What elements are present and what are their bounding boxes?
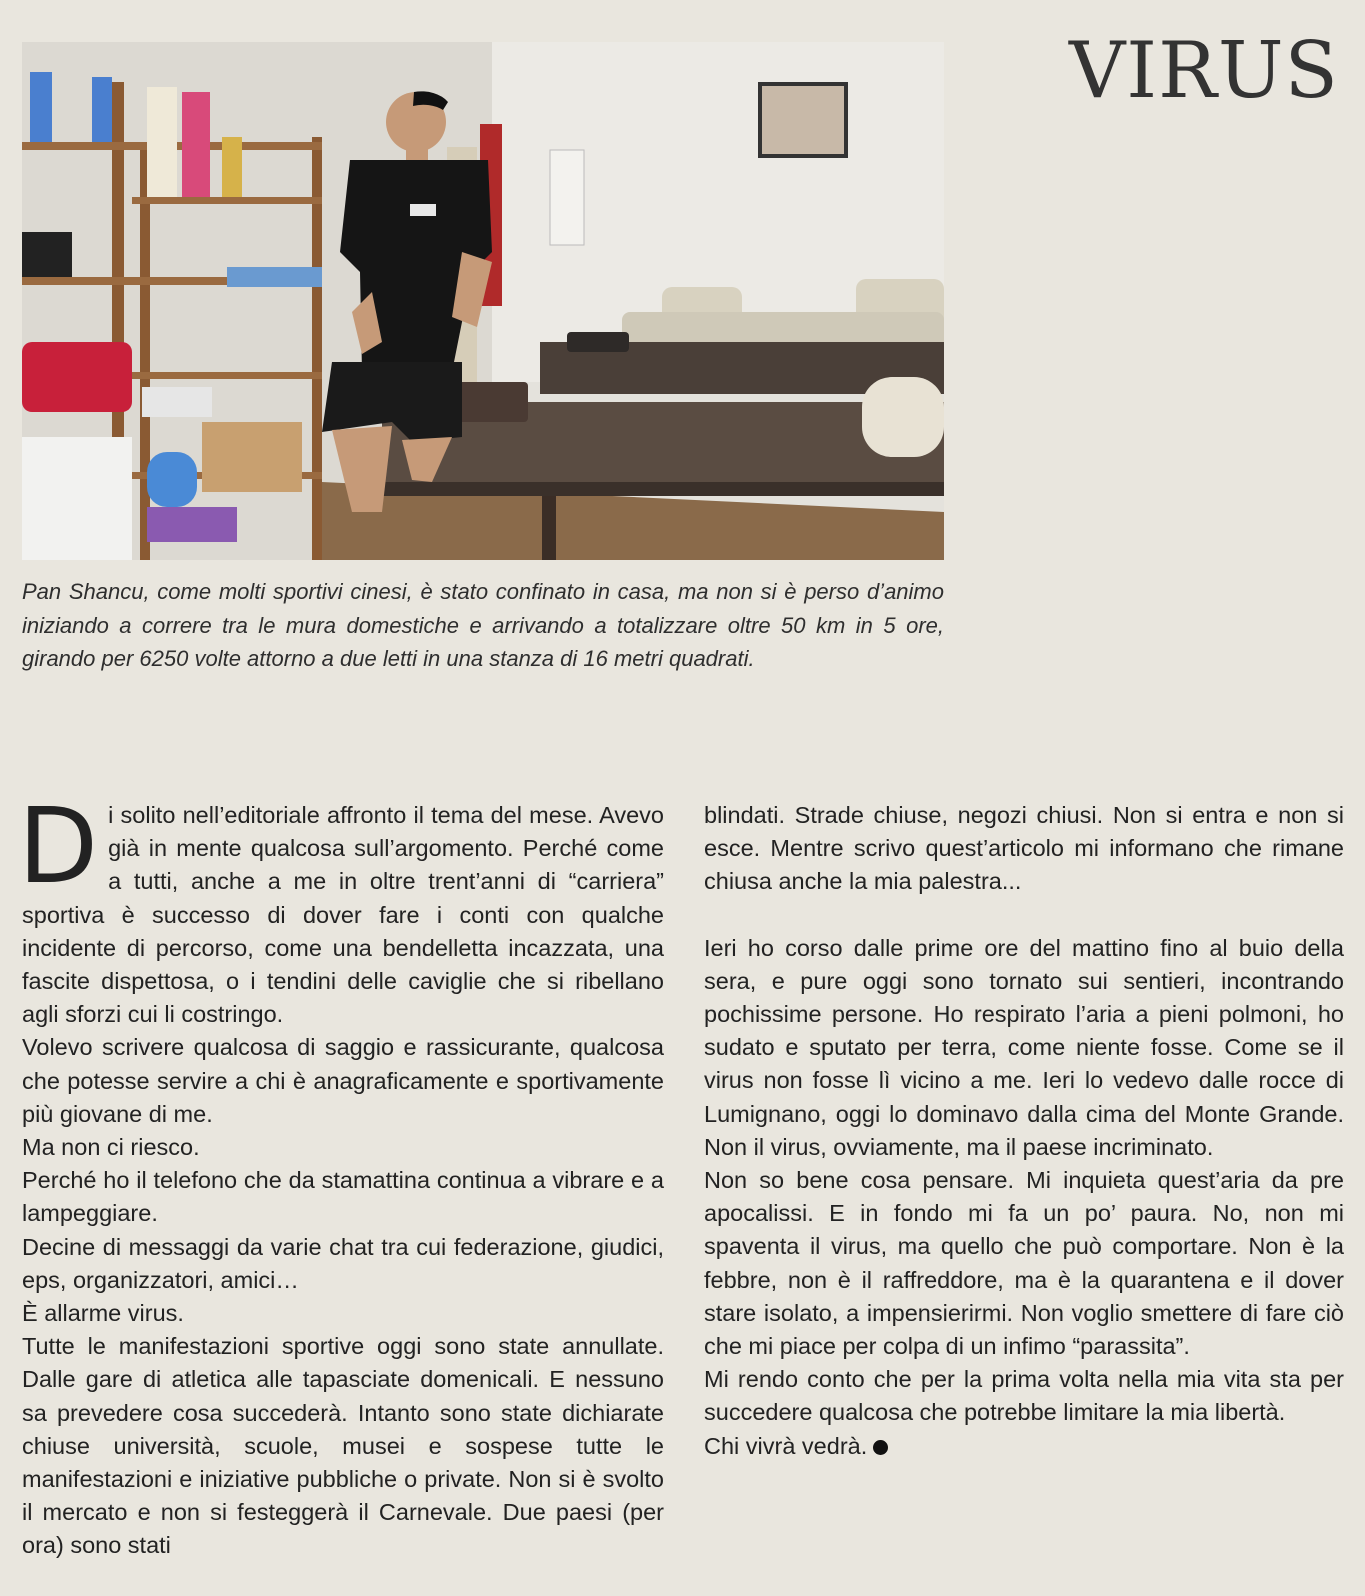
end-of-article-bullet-icon (873, 1440, 888, 1455)
paragraph: Tutte le manifestazioni sportive oggi sono state annullate. Dalle gare di atletica alle tapasciate domenicali. E nessuno sa prevedere cosa succederà. Intanto sono state dichiarate chiuse università, scuole, musei e sospese tutte le manifestazioni e iniziative pubbliche o private. Non si è svolto il mercato e non si festeggerà il Carnevale. Due paesi (per ora) sono stati (22, 1333, 664, 1559)
paragraph: È allarme virus. (22, 1300, 184, 1327)
paragraph: Volevo scrivere qualcosa di saggio e rassicurante, qualcosa che potesse servire a chi è anagraficamente e sportivamente più giovane di me. (22, 1034, 664, 1127)
paragraph: Ieri ho corso dalle prime ore del mattino fino al buio della sera, e pure oggi sono tornato sui sentieri, incontrando pochissime persone. Ho respirato l’aria a pieni polmoni, ho sudato e sputato per terra, come niente fosse. Come se il virus non fosse lì vicino a me. Ieri lo vedevo dalle rocce di Lumignano, oggi lo dominavo dalla cima del Monte Grande. Non il virus, ovviamente, ma il paese incriminato. (704, 934, 1344, 1160)
paragraph: Non so bene cosa pensare. Mi inquieta quest’aria da pre apocalissi. E in fondo mi fa un po’ paura. No, non mi spaventa il virus, ma quello che può comportare. Non è la febbre, non è il raffreddore, ma è la quarantena e il dover stare isolato, a impensierirmi. Non voglio smettere di fare ciò che mi piace per colpa di un infimo “parassita”. (704, 1167, 1344, 1360)
photo-caption: Pan Shancu, come molti sportivi cinesi, è stato confinato in casa, ma non si è perso d’animo iniziando a correre tra le mura domestiche e arrivando a totalizzare oltre 50 km in 5 ore, girando per 6250 volte attorno a due letti in una stanza di 16 metri quadrati. (22, 579, 944, 671)
article-column-left (18, 785, 664, 1563)
paragraph: Decine di messaggi da varie chat tra cui federazione, giudici, eps, organizzatori, amici… (22, 1233, 664, 1293)
paragraph: Ma non ci riesco. (22, 1134, 200, 1161)
paragraph: blindati. Strade chiuse, negozi chiusi. Non si entra e non si esce. Mentre scrivo quest’articolo mi informano che rimane chiusa anche la mia palestra... (704, 802, 1344, 895)
photo-illustration (22, 42, 944, 560)
article-column-right (704, 799, 1344, 1463)
closing-line: Chi vivrà vedrà. (704, 1430, 1344, 1463)
article-photo (22, 42, 944, 560)
paragraph: Perché ho il telefono che da stamattina continua a vibrare e a lampeggiare. (22, 1167, 664, 1227)
article-title: VIRUS (1068, 26, 1339, 116)
paragraph: Di solito nell’editoriale affronto il tema del mese. Avevo già in mente qualcosa sull’argomento. Perché come a tutti, anche a me in oltre trent’anni di “carriera” sportiva è successo di dover fare i conti con qualche incidente di percorso, come una bendelletta incazzata, una fascite dispettosa, o i tendini delle caviglie che si ribellano agli sforzi cui li costringo. (18, 785, 664, 1028)
dropcap: D (18, 785, 99, 907)
paragraph: Mi rendo conto che per la prima volta nella mia vita sta per succedere qualcosa che potrebbe limitare la mia libertà. (704, 1366, 1344, 1426)
